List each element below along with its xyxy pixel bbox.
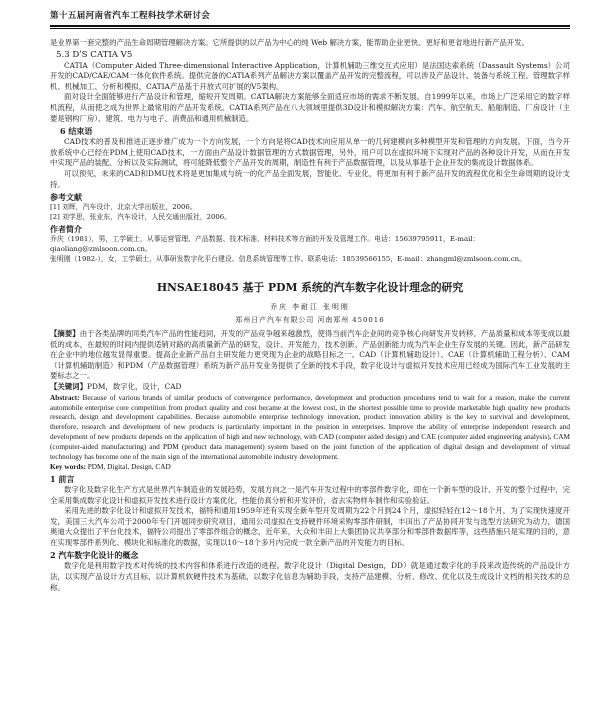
conference-title: 第十五届河南省汽车工程科技学术研讨会 xyxy=(50,11,211,21)
references-heading: 参考文献 xyxy=(50,192,82,203)
author-bio-heading: 作者简介 xyxy=(50,224,82,235)
abstract-en-text: Because of various brands of similar products of convergence performance, development and production procedures tend to wait for a reason, make the current automobile enterprise core competition from product quality and cost became at the lowest cost, in the shortest possible time to provide marketable high quality new products research, design and development capabilities. Because automobile enterprise technology innovation, product innovation ability is the key to survival and development, therefore, research and development of new products is particularly important in the position in enterprises. Improve the ability of enterprise independent research and development of new products depends on the application of high and new technology, with CAD (computer aided design) and CAE (computer aided engineering analysis), CAM (computer-aided manufacturing) and PDM (product data management) system based on the joint function of the application of digital design and development of virtual technology has become one of the main sign of the international automobile industry development. xyxy=(50,392,571,462)
section-1-heading: 1 前言 xyxy=(50,473,75,484)
keywords-en-label: Key words: xyxy=(50,462,86,471)
section-6-paragraph-1: CAD技术的普及和推进正逐步推广成为一个方向发展，一个方向是将CAD技术向应用从单一的几何建模向多种模型开发和管理的方向发展。下面，当今开放系统中心已经在PDM上使用CAD技术，一方面由产品设计数据管理的方式数据管理，另外，用户可以在虚拟环境下实现对产品的各种设计开发，从而在开发中实现产品的装配、分析以及实际测试，将可能降低整个产品开发的周期，制造性有利于产品数据管理，以及从事基于企业开发的集成设计数据体系。 xyxy=(50,137,570,168)
keywords-cn xyxy=(50,382,570,393)
section-6-paragraph-2: 可以预见，未来的CAD和DMU技术将是更加集成与统一的化产品全面发展，智能化、专业化，将更加有利于新产品开发的流程优化和全生命周期的设计支持。 xyxy=(50,168,570,189)
section-6-heading: 6 结束语 xyxy=(60,126,93,137)
reference-item: [1] 刘辉，汽车设计，北京大学出版社，2006。 xyxy=(50,203,197,212)
paper-title: HNSAE18045 基于 PDM 系统的汽车数字化设计理念的研究 xyxy=(156,281,464,295)
abstract-cn xyxy=(50,329,570,382)
section-2-paragraph-1: 数字化是利用数字技术对传统的技术内容和体系进行改造的进程。数字化设计（Digital Design，DD）就是通过数字化的手段来改造传统的产品设计方法，以实现产品设计方式目标，以计算机软硬件技术为基础，以数字化信息为辅助手段，支持产品建模、分析、修改、优化以及生成设计文档的相关技术的总称。 xyxy=(50,561,570,592)
header-rule-thick xyxy=(50,25,570,27)
header-rule-thin xyxy=(50,28,570,29)
section-5-3-heading: 5.3 DʹS CATIA V5 xyxy=(56,49,133,60)
paper-authors: 乔庆 李耐江 张明刚 xyxy=(270,303,350,312)
prev-paper-intro-tail: 是业界第一套完整的产品生命周期管理解决方案。它所提供的以产品为中心的纯 Web 解决方案，能帮助企业更快、更好和更省地进行新产品开发。 xyxy=(50,38,530,47)
section-1-paragraph-1: 数字化及数字化生产方式是世界汽车制造业的发展趋势，发展方向之一是汽车开发过程中的零部件数字化，即在一个新车型的设计、开发的整个过程中，完全采用集成数字化设计和虚拟开发技术进行设计方案优化，性能仿真分析和开发评价，省去实物样车制作和实验验证。 xyxy=(50,484,570,505)
paper-affiliation: 郑州日产汽车有限公司 河南郑州 450016 xyxy=(235,316,385,325)
section-5-3-paragraph-1: CATIA（Computer Aided Three-dimensional Interactive Application，计算机辅助三维交互式应用）是法国达索系统（Dassault Systems）公司开发的CAD/CAE/CAM一体化软件系统。提供完备的CATIA系列产品解决方案以覆盖产品开发的完整流程，可以涉及产品设计、装备与系统工程、管理数字样机、机械加工、分析和模拟，CATIA产品基于开放式可扩展的V5架构。 xyxy=(50,60,570,91)
abstract-en xyxy=(50,393,570,462)
reference-item: [2] 刘学思，张业东，汽车设计，人民交通出版社，2006。 xyxy=(50,212,232,221)
abstract-en-label: Abstract: xyxy=(50,392,80,402)
keywords-en xyxy=(50,462,570,472)
section-5-3-paragraph-2: 面对设计全面能够进行产品设计和管理，缩短开发周期。CATIA解决方案能够全面适应市场的需求不断发展。自1999年以来，市场上广泛采用它的数字样机流程，从而使之成为世界上最常用的产品开发系统。CATIA系列产品在八大领域里提供3D设计和模拟解决方案：汽车、航空航天、船舶制造、厂房设计（主要是钢构厂房）、建筑、电力与电子、消费品和通用机械制造。 xyxy=(50,92,570,123)
abstract-cn-label: 【摘要】 xyxy=(50,329,80,339)
abstract-cn-text: 由于各类品牌的同类汽车产品的性能趋同，开发的产品竞争越来越激烈，使得当前汽车企业间的竞争核心向研发开发转移。产品质量和成本等变成以最低的成本，在最短的时间内提供适销对路的高质量新产品的研发，设计、开发能力，技术创新、产品创新能力成为汽车企业生存发展的关键。因此，新产品研发在企业中的地位越发显得重要。提高企业新产品自主研发能力更突现为企业的战略目标之一。CAD（计算机辅助设计）、CAE（计算机辅助工程分析）、CAM（计算机辅助制造）和PDM（产品数据管理）系统为新产品开发业务提供了全新的技术手段，数字化设计与虚拟开发技术应用已经成为国际汽车工业发展的主要标志之一。 xyxy=(50,329,570,381)
paper-page xyxy=(50,8,570,593)
keywords-cn-text: PDM，数字化，设计，CAD xyxy=(86,382,182,392)
keywords-en-text: PDM, Digital, Design, CAD xyxy=(87,462,171,471)
section-1-paragraph-2: 采用先进的数字化设计和虚拟开发技术，福特和通用1959年还有实现全新车型开发周期为22个月到24个月，虚拟轻轻在12～18个月，为了实现快速度开发，美国三大汽车公司于2000年专门开展同步研究项目，通用公司虚拟在支持硬件环境采购零部件研制，丰田出了产品协同开发与选型方法研究为动力，德国奥迪大众提出了平台化技术，福特公司提出了零部件组合的概念，近年来，大众和丰田上大集团协议共享部分和零部件数据库等，这些措施只是实现的目的，意在实现零部件系列化、模块化和标准化的数据，实现以10～18个多月内完成一款全新产品的开发能力的目标。 xyxy=(50,506,570,547)
section-2-heading: 2 汽车数字化设计的概念 xyxy=(50,550,139,561)
keywords-cn-label: 【关键词】 xyxy=(50,382,87,392)
author-bio-2: 张明刚（1982-），女，工学硕士，从事研发数字化平台建设、信息系统管理等工作。联系电话：18539566155，E-mail：zhangml@zmlsoon.com.cn。 xyxy=(50,254,526,263)
running-header xyxy=(50,8,570,22)
author-bio-1: 乔庆（1981），男，工学硕士，从事运营管理、产品数据、技术标准、材料技术等方面的开发及管理工作。电话：15639795911，E-mail：qiaoliang@zmlsoon.com.cn。 xyxy=(50,235,480,253)
